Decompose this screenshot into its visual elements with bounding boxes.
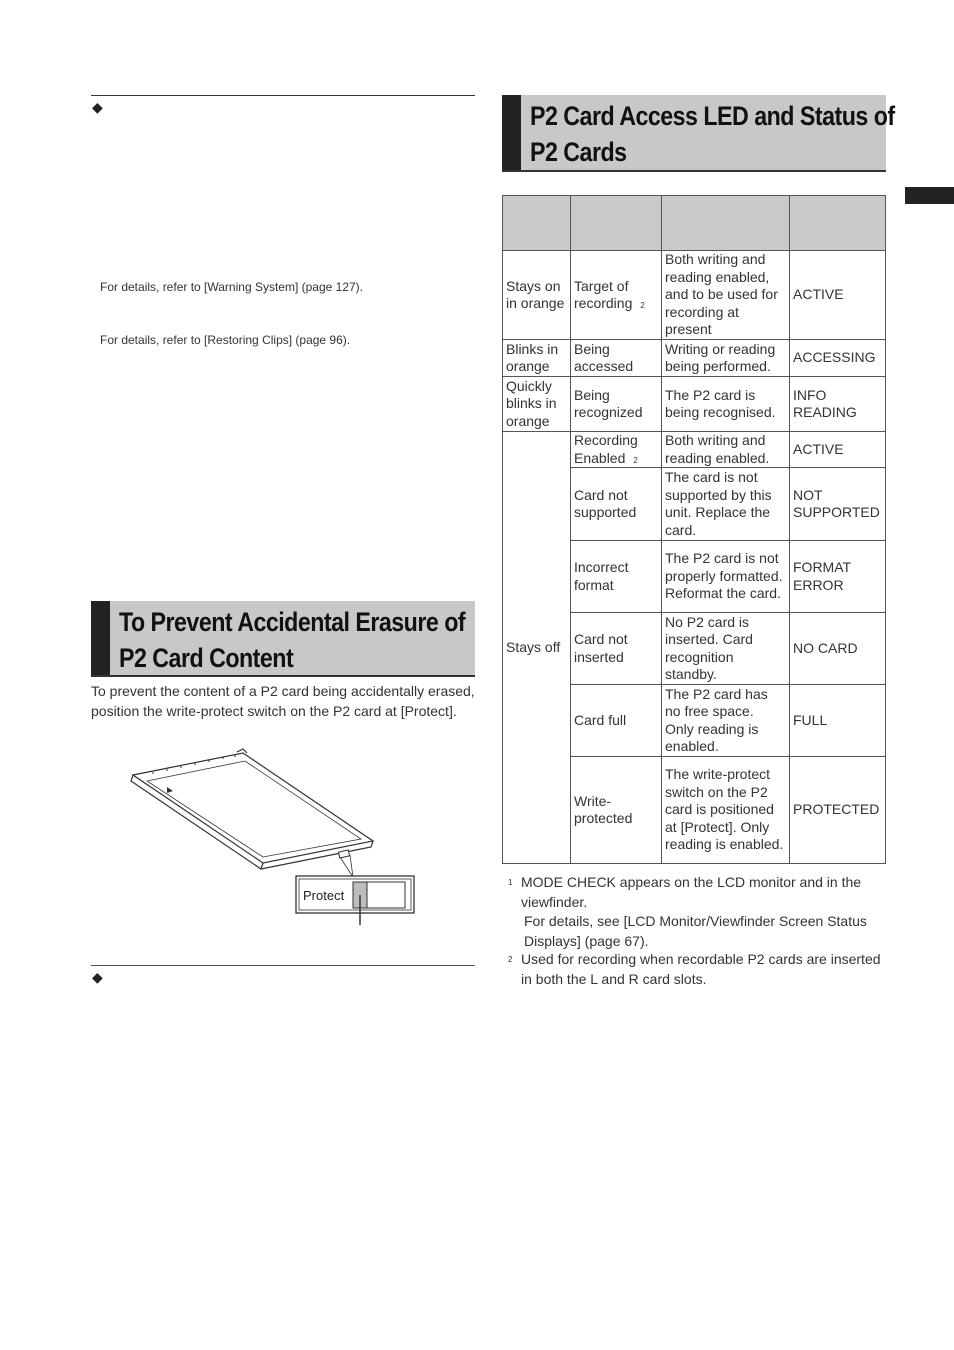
note-warning-system: For details, refer to [Warning System] (page 127).: [100, 280, 363, 294]
p2-card-illustration: [125, 745, 425, 930]
footnote-text: MODE CHECK appears on the LCD monitor and in the viewfinder.: [521, 874, 862, 910]
section-rule-top: [91, 95, 475, 96]
table-row: [503, 432, 886, 468]
heading-bar: [91, 601, 110, 675]
diamond-bullet-icon: ◆: [92, 969, 103, 985]
status-cell: [571, 251, 662, 340]
footnote-extra: For details, see [LCD Monitor/Viewfinder Screen Status Displays] (page 67).: [524, 913, 867, 949]
display-cell: NOT SUPPORTED: [790, 468, 886, 541]
footnote-number: 1: [508, 878, 513, 887]
footnote-number: 2: [508, 955, 513, 964]
description-cell: The card is not supported by this unit. Replace the card.: [662, 468, 790, 541]
status-text: Recording Enabled: [574, 432, 638, 466]
footnote-ref: 2: [640, 301, 645, 310]
diamond-bullet-icon: ◆: [92, 99, 103, 115]
led-cell: Blinks in orange: [503, 340, 571, 377]
status-text: Target of recording: [574, 277, 633, 311]
footnote-text: Used for recording when recordable P2 cards are inserted in both the L and R card slots.: [521, 951, 881, 987]
table-row: [503, 377, 886, 432]
status-cell: Write-protected: [571, 757, 662, 864]
description-cell: Both writing and reading enabled.: [662, 432, 790, 468]
display-cell: ACTIVE: [790, 432, 886, 468]
status-cell: Being recognized: [571, 377, 662, 432]
footnote-2: [508, 950, 886, 989]
prevent-erasure-body: To prevent the content of a P2 card being accidentally erased, position the write-protect switch on the P2 card at [Protect].: [91, 683, 475, 719]
display-cell: PROTECTED: [790, 757, 886, 864]
section-rule-bottom: [91, 965, 475, 966]
header-cell: [662, 196, 790, 251]
led-cell: Quickly blinks in orange: [503, 377, 571, 432]
description-cell: Both writing and reading enabled, and to be used for recording at present: [662, 251, 790, 340]
table-header-row: [503, 196, 886, 251]
description-cell: No P2 card is inserted. Card recognition standby.: [662, 613, 790, 685]
display-cell: NO CARD: [790, 613, 886, 685]
description-cell: The P2 card has no free space. Only reading is enabled.: [662, 685, 790, 757]
description-cell: The P2 card is not properly formatted. Reformat the card.: [662, 541, 790, 613]
section-heading-p2-led: [502, 95, 895, 172]
section-title: P2 Card Access LED and Status of P2 Cards: [530, 101, 895, 167]
led-cell: Stays off: [503, 432, 571, 864]
description-cell: The write-protect switch on the P2 card is positioned at [Protect]. Only reading is enabled.: [662, 757, 790, 864]
display-cell: ACTIVE: [790, 251, 886, 340]
chapter-tab: [905, 187, 954, 204]
display-cell: FULL: [790, 685, 886, 757]
description-cell: The P2 card is being recognised.: [662, 377, 790, 432]
display-cell: ACCESSING: [790, 340, 886, 377]
display-cell: FORMAT ERROR: [790, 541, 886, 613]
heading-bar: [502, 95, 521, 170]
display-cell: INFO READING: [790, 377, 886, 432]
status-cell: Card not supported: [571, 468, 662, 541]
description-cell: Writing or reading being performed.: [662, 340, 790, 377]
status-cell: Card full: [571, 685, 662, 757]
header-cell: [503, 196, 571, 251]
note-restoring-clips: For details, refer to [Restoring Clips] (page 96).: [100, 333, 351, 347]
footnote-1: [508, 873, 886, 951]
status-cell: Being accessed: [571, 340, 662, 377]
header-cell: [571, 196, 662, 251]
header-cell: [790, 196, 886, 251]
footnote-ref: 2: [633, 455, 638, 465]
status-cell: Card not inserted: [571, 613, 662, 685]
section-heading-prevent-erasure: [91, 601, 475, 677]
protect-label: Protect: [303, 888, 345, 903]
status-cell: [571, 432, 662, 468]
led-cell: Stays on in orange: [503, 251, 571, 340]
table-row: [503, 251, 886, 340]
p2-led-status-table: [502, 195, 886, 864]
status-cell: Incorrect format: [571, 541, 662, 613]
table-row: [503, 340, 886, 377]
section-title: To Prevent Accidental Erasure of P2 Card Content: [119, 607, 466, 673]
